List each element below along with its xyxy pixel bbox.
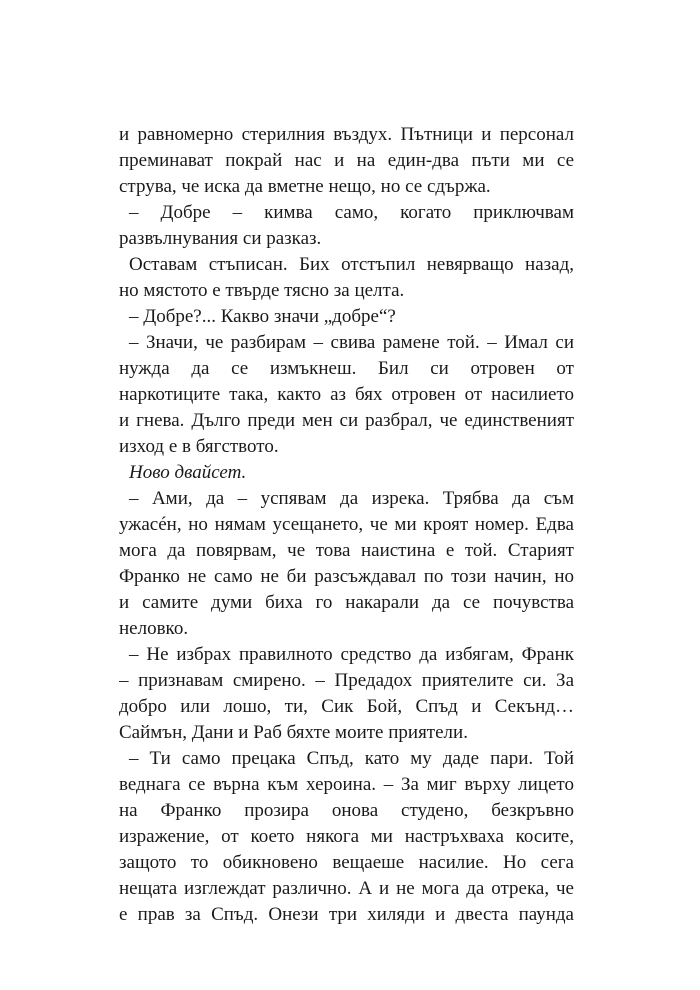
text-line: и равномерно стерилния въздух. Пътници и персонал	[119, 124, 574, 145]
text-line-italic: Ново двайсет.	[129, 462, 247, 483]
text-line: изражение, от което някога ми настръхваха косите,	[119, 826, 574, 847]
text-line: – признавам смирено. – Предадох приятелите си. За	[119, 670, 574, 691]
text-line: на Франко прозира онова студено, безкръвно	[119, 800, 574, 821]
text-line: Саймън, Дани и Раб бяхте моите приятели.	[119, 722, 468, 743]
text-line: наркотиците така, както аз бях отровен от насилието	[119, 384, 574, 405]
text-line: – Добре?... Какво значи „добре“?	[129, 306, 396, 327]
text-line: е прав за Спъд. Онези три хиляди и двеста паунда	[119, 904, 574, 925]
text-line: Оставам стъписан. Бих отстъпил невярващо назад,	[129, 254, 574, 275]
text-line: – Не избрах правилното средство да избягам, Франк	[129, 644, 574, 665]
text-line: развълнувания си разказ.	[119, 228, 322, 249]
text-line: – Добре – кимва само, когато приключвам	[129, 202, 574, 223]
text-line: добро или лошо, ти, Сик Бой, Спъд и Секънд…	[119, 696, 574, 717]
text-line: – Значи, че разбирам – свива рамене той. – Имал си	[129, 332, 574, 353]
text-line: – Ти само прецака Спъд, като му даде пари. Той	[129, 748, 574, 769]
body-text	[119, 122, 574, 928]
text-line: и самите думи биха го накарали да се почувства	[119, 592, 574, 613]
text-line: изход е в бягството.	[119, 436, 279, 457]
text-line: веднага се върна към хероина. – За миг върху лицето	[119, 774, 574, 795]
text-line: мога да повярвам, че това наистина е той. Старият	[119, 540, 574, 561]
text-line: нужда да се измъкнеш. Бил си отровен от	[119, 358, 574, 379]
text-line: нещата изглеждат различно. А и не мога да отрека, че	[119, 878, 574, 899]
text-line: струва, че иска да вметне нещо, но се сдържа.	[119, 176, 491, 197]
text-line: и гнева. Дълго преди мен си разбрал, че единственият	[119, 410, 574, 431]
text-line: – Ами, да – успявам да изрека. Трябва да съм	[129, 488, 574, 509]
text-line: но мястото е твърде тясно за целта.	[119, 280, 405, 301]
text-line: ужасéн, но нямам усещането, че ми кроят номер. Едва	[119, 514, 574, 535]
text-line: защото то обикновено вещаеше насилие. Но сега	[119, 852, 574, 873]
text-line: Франко не само не би разсъждавал по този начин, но	[119, 566, 574, 587]
text-line: неловко.	[119, 618, 189, 639]
text-line: преминават покрай нас и на един-два пъти ми се	[119, 150, 574, 171]
